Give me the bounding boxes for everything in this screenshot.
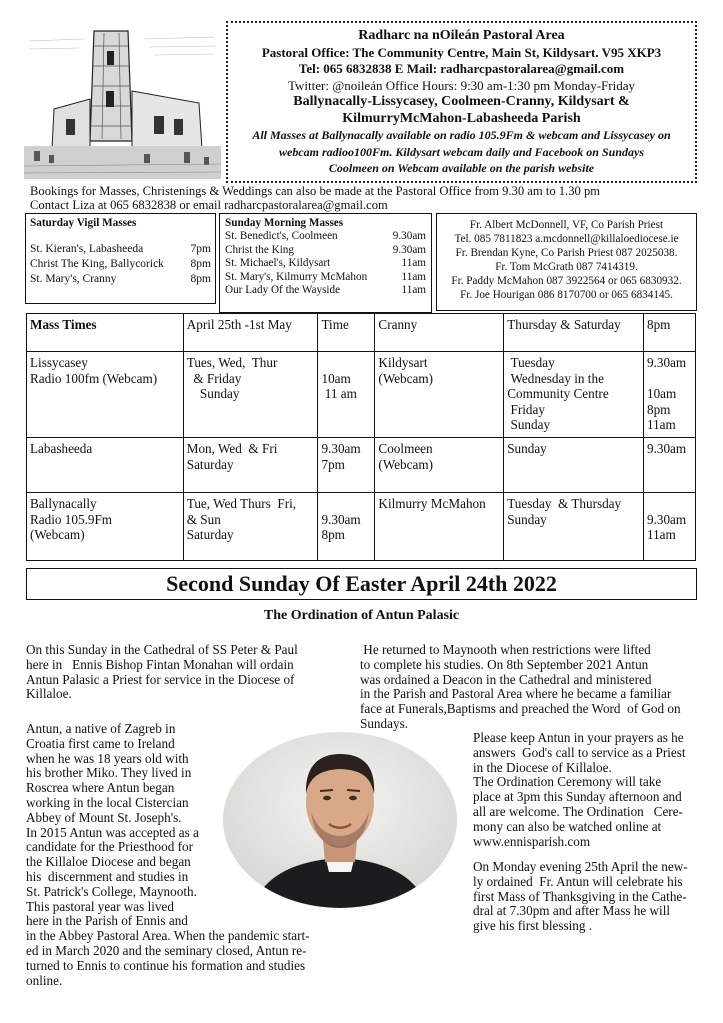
table-cell: Sunday <box>504 438 644 493</box>
article-line: Sundays. <box>360 715 408 731</box>
article-line: On this Sunday in the Cathedral of SS Peter & Paul <box>26 642 298 657</box>
list-item <box>30 258 211 270</box>
priest-line: Tel. 085 7811823 a.mcdonnell@killaloediocese.ie <box>454 232 679 245</box>
place: Our Lady Of the Wayside <box>225 284 341 297</box>
article-line: in the Parish and Pastoral Area where he became a familiar <box>360 686 672 702</box>
table-cell: Tues, Wed, Thur & Friday Sunday <box>183 352 318 438</box>
article-line: when he was 18 years old with <box>26 750 189 766</box>
table-cell: Tuesday Wednesday in the Community Centre Friday Sunday <box>504 352 644 438</box>
article-line: Roscrea where Antun began <box>26 780 175 796</box>
header-broadcast-3: Coolmeen on Webcam available on the parish website <box>328 161 595 175</box>
time: 9.30am <box>392 230 426 243</box>
header-cell: Mass Times <box>27 314 184 352</box>
header-office: Pastoral Office: The Community Centre, Main St, Kildysart. V95 XKP3 <box>261 44 662 60</box>
article-line: ed in March 2020 and the seminary closed, Antun re- <box>26 942 307 958</box>
place: St. Benedict's, Coolmeen <box>225 230 338 243</box>
table-cell: 10am 11 am <box>318 352 375 438</box>
header-contact: Tel: 065 6832838 E Mail: radharcpastoralarea@gmail.com <box>298 61 625 76</box>
article-line: first Mass of Thanksgiving in the Cathe- <box>473 888 687 904</box>
list-item <box>225 284 426 297</box>
time: 7pm <box>190 243 211 255</box>
article-heading: The Ordination of Antun Palasic <box>263 608 460 623</box>
mass-times-table <box>26 313 696 561</box>
table-cell: Kildysart (Webcam) <box>375 352 504 438</box>
list-item <box>225 244 426 257</box>
time: 11am <box>401 284 426 297</box>
article-line: St. Patrick's College, Maynooth. <box>26 883 197 899</box>
time: 11am <box>401 270 426 283</box>
header-hours: Twitter: @noileán Office Hours: 9:30 am-1:30 pm Monday-Friday <box>288 77 635 93</box>
church-illustration <box>24 21 221 179</box>
article-line: candidate for the Priesthood for <box>26 839 193 855</box>
place: Christ the King <box>225 243 294 256</box>
table-cell: Coolmeen (Webcam) <box>375 438 504 493</box>
list-item <box>30 243 211 255</box>
article-line: This pastoral year was lived <box>26 898 174 914</box>
article-line: here in Ennis Bishop Fintan Monahan will ordain <box>26 656 294 672</box>
saturday-vigil-box <box>25 213 216 304</box>
place: St. Mary's, Cranny <box>30 273 117 285</box>
table-row <box>27 352 696 438</box>
article-line: dral at 7.30pm and after Mass he will <box>473 903 671 919</box>
article-line: On Monday evening 25th April the new- <box>473 859 688 874</box>
header-cell: April 25th -1st May <box>183 314 318 352</box>
article-line: face at Funerals,Baptisms and preached the Word of God on <box>360 701 681 717</box>
header-cell: Thursday & Saturday <box>504 314 644 352</box>
article-line: ly ordained Fr. Antun will celebrate his <box>473 873 683 889</box>
header-parishes-2: KilmurryMcMahon-Labasheeda Parish <box>342 110 581 126</box>
article-line: the Killaloe Diocese and began <box>26 854 191 870</box>
header-cell: 8pm <box>643 314 695 352</box>
priest-line: Fr. Joe Hourigan 086 8170700 or 065 6834145. <box>460 288 673 301</box>
list-item <box>225 271 426 284</box>
table-cell: Tue, Wed Thurs Fri, & Sun Saturday <box>183 493 318 561</box>
article-paragraph-4 <box>473 731 703 849</box>
contact-line: Contact Liza at 065 6832838 or email radharcpastoralarea@gmail.com <box>30 198 388 212</box>
article-line: Antun Palasic a Priest for service in the Diocese of <box>26 671 295 687</box>
table-header-row <box>27 314 696 352</box>
article-line: Antun, a native of Zagreb in <box>26 721 176 736</box>
sunday-masses-box <box>219 213 432 313</box>
table-cell: Mon, Wed & Fri Saturday <box>183 438 318 493</box>
place: St. Michael's, Kildysart <box>225 257 331 270</box>
article-line: was ordained a Deacon in the Cathedral and ministered <box>360 671 652 687</box>
priest-line: Fr. Paddy McMahon 087 3922564 or 065 6830932. <box>451 274 682 287</box>
sunday-title: Sunday Morning Masses <box>225 217 344 229</box>
table-row <box>27 493 696 561</box>
table-cell: 9.30am 10am 8pm 11am <box>643 352 695 438</box>
article-line: in the Abbey Pastoral Area. When the pandemic start- <box>26 928 310 944</box>
saturday-title: Saturday Vigil Masses <box>30 217 137 229</box>
priests-box <box>436 213 697 311</box>
article-line: Croatia first came to Ireland <box>26 735 175 751</box>
article-line: online. <box>26 972 63 988</box>
article-line: answers God's call to service as a Priest <box>473 744 686 760</box>
article-line: Killaloe. <box>26 686 72 702</box>
time: 11am <box>401 257 426 270</box>
header-broadcast-2: webcam radioo100Fm. Kildysart webcam daily and Facebook on Sundays <box>278 144 644 159</box>
priest-line: Fr. Albert McDonnell, VF, Co Parish Priest <box>469 219 664 231</box>
table-cell: Tuesday & Thursday Sunday <box>504 493 644 561</box>
time: 8pm <box>190 258 211 270</box>
article-line: Please keep Antun in your prayers as he <box>473 730 684 745</box>
table-cell: 9.30am 11am <box>643 493 695 561</box>
table-cell: Kilmurry McMahon <box>375 493 504 561</box>
table-cell: 9.30am 7pm <box>318 438 375 493</box>
article-line: In 2015 Antun was accepted as a <box>26 824 199 840</box>
place: St. Mary's, Kilmurry McMahon <box>225 270 368 283</box>
table-row <box>27 438 696 493</box>
article-line: his brother Miko. They lived in <box>26 765 192 781</box>
time: 9.30am <box>392 243 426 256</box>
table-cell: 9.30am <box>643 438 695 493</box>
list-item <box>225 230 426 243</box>
header-broadcast-1: All Masses at Ballynacally available on radio 105.9Fm & webcam and Lissycasey on <box>252 128 671 142</box>
list-item <box>225 257 426 270</box>
table-cell: 9.30am 8pm <box>318 493 375 561</box>
article-line: his discernment and studies in <box>26 868 189 884</box>
header-parishes: Ballynacally-Lissycasey, Coolmeen-Cranny, Kildysart & <box>293 94 630 109</box>
list-item <box>30 273 211 285</box>
article-line: to complete his studies. On 8th September 2021 Antun <box>360 656 649 672</box>
article-paragraph-5 <box>473 860 703 934</box>
place: Christ The King, Ballycorick <box>30 258 164 270</box>
article-line: www.ennisparish.com <box>473 833 591 849</box>
article-line: give his first blessing . <box>473 918 593 934</box>
place: St. Kieran's, Labasheeda <box>30 243 144 255</box>
article-line: here in the Parish of Ennis and <box>26 913 188 929</box>
portrait-photo <box>223 732 457 908</box>
article-line: place at 3pm this Sunday afternoon and <box>473 789 682 805</box>
article-line: all are welcome. The Ordination Cere- <box>473 803 683 819</box>
table-cell: Ballynacally Radio 105.9Fm (Webcam) <box>27 493 184 561</box>
bookings-note <box>30 184 710 212</box>
table-cell: Lissycasey Radio 100fm (Webcam) <box>27 352 184 438</box>
header-title: Radharc na nOileán Pastoral Area <box>358 28 565 43</box>
bookings-line: Bookings for Masses, Christenings & Weddings can also be made at the Pastoral Office from 9.30 am to 1.30 pm <box>30 184 601 198</box>
header-cell: Time <box>318 314 375 352</box>
article-paragraph-3 <box>360 643 700 732</box>
header-cell: Cranny <box>375 314 504 352</box>
time: 8pm <box>190 273 211 285</box>
article-line: in the Diocese of Killaloe. <box>473 759 612 775</box>
page-title: Second Sunday Of Easter April 24th 2022 <box>26 568 697 600</box>
article-line: Abbey of Mount St. Joseph's. <box>26 809 182 825</box>
priest-line: Fr. Brendan Kyne, Co Parish Priest 087 2025038. <box>455 246 678 259</box>
article-paragraph-1 <box>26 643 356 702</box>
pastoral-header <box>226 21 697 183</box>
priest-line: Fr. Tom McGrath 087 7414319. <box>495 260 638 273</box>
article-line: He returned to Maynooth when restrictions were lifted <box>360 642 651 657</box>
article-line: mony can also be watched online at <box>473 818 662 834</box>
article-line: working in the local Cistercian <box>26 794 189 810</box>
table-cell: Labasheeda <box>27 438 184 493</box>
article-line: The Ordination Ceremony will take <box>473 774 662 790</box>
article-line: turned to Ennis to continue his formation and studies <box>26 957 306 973</box>
